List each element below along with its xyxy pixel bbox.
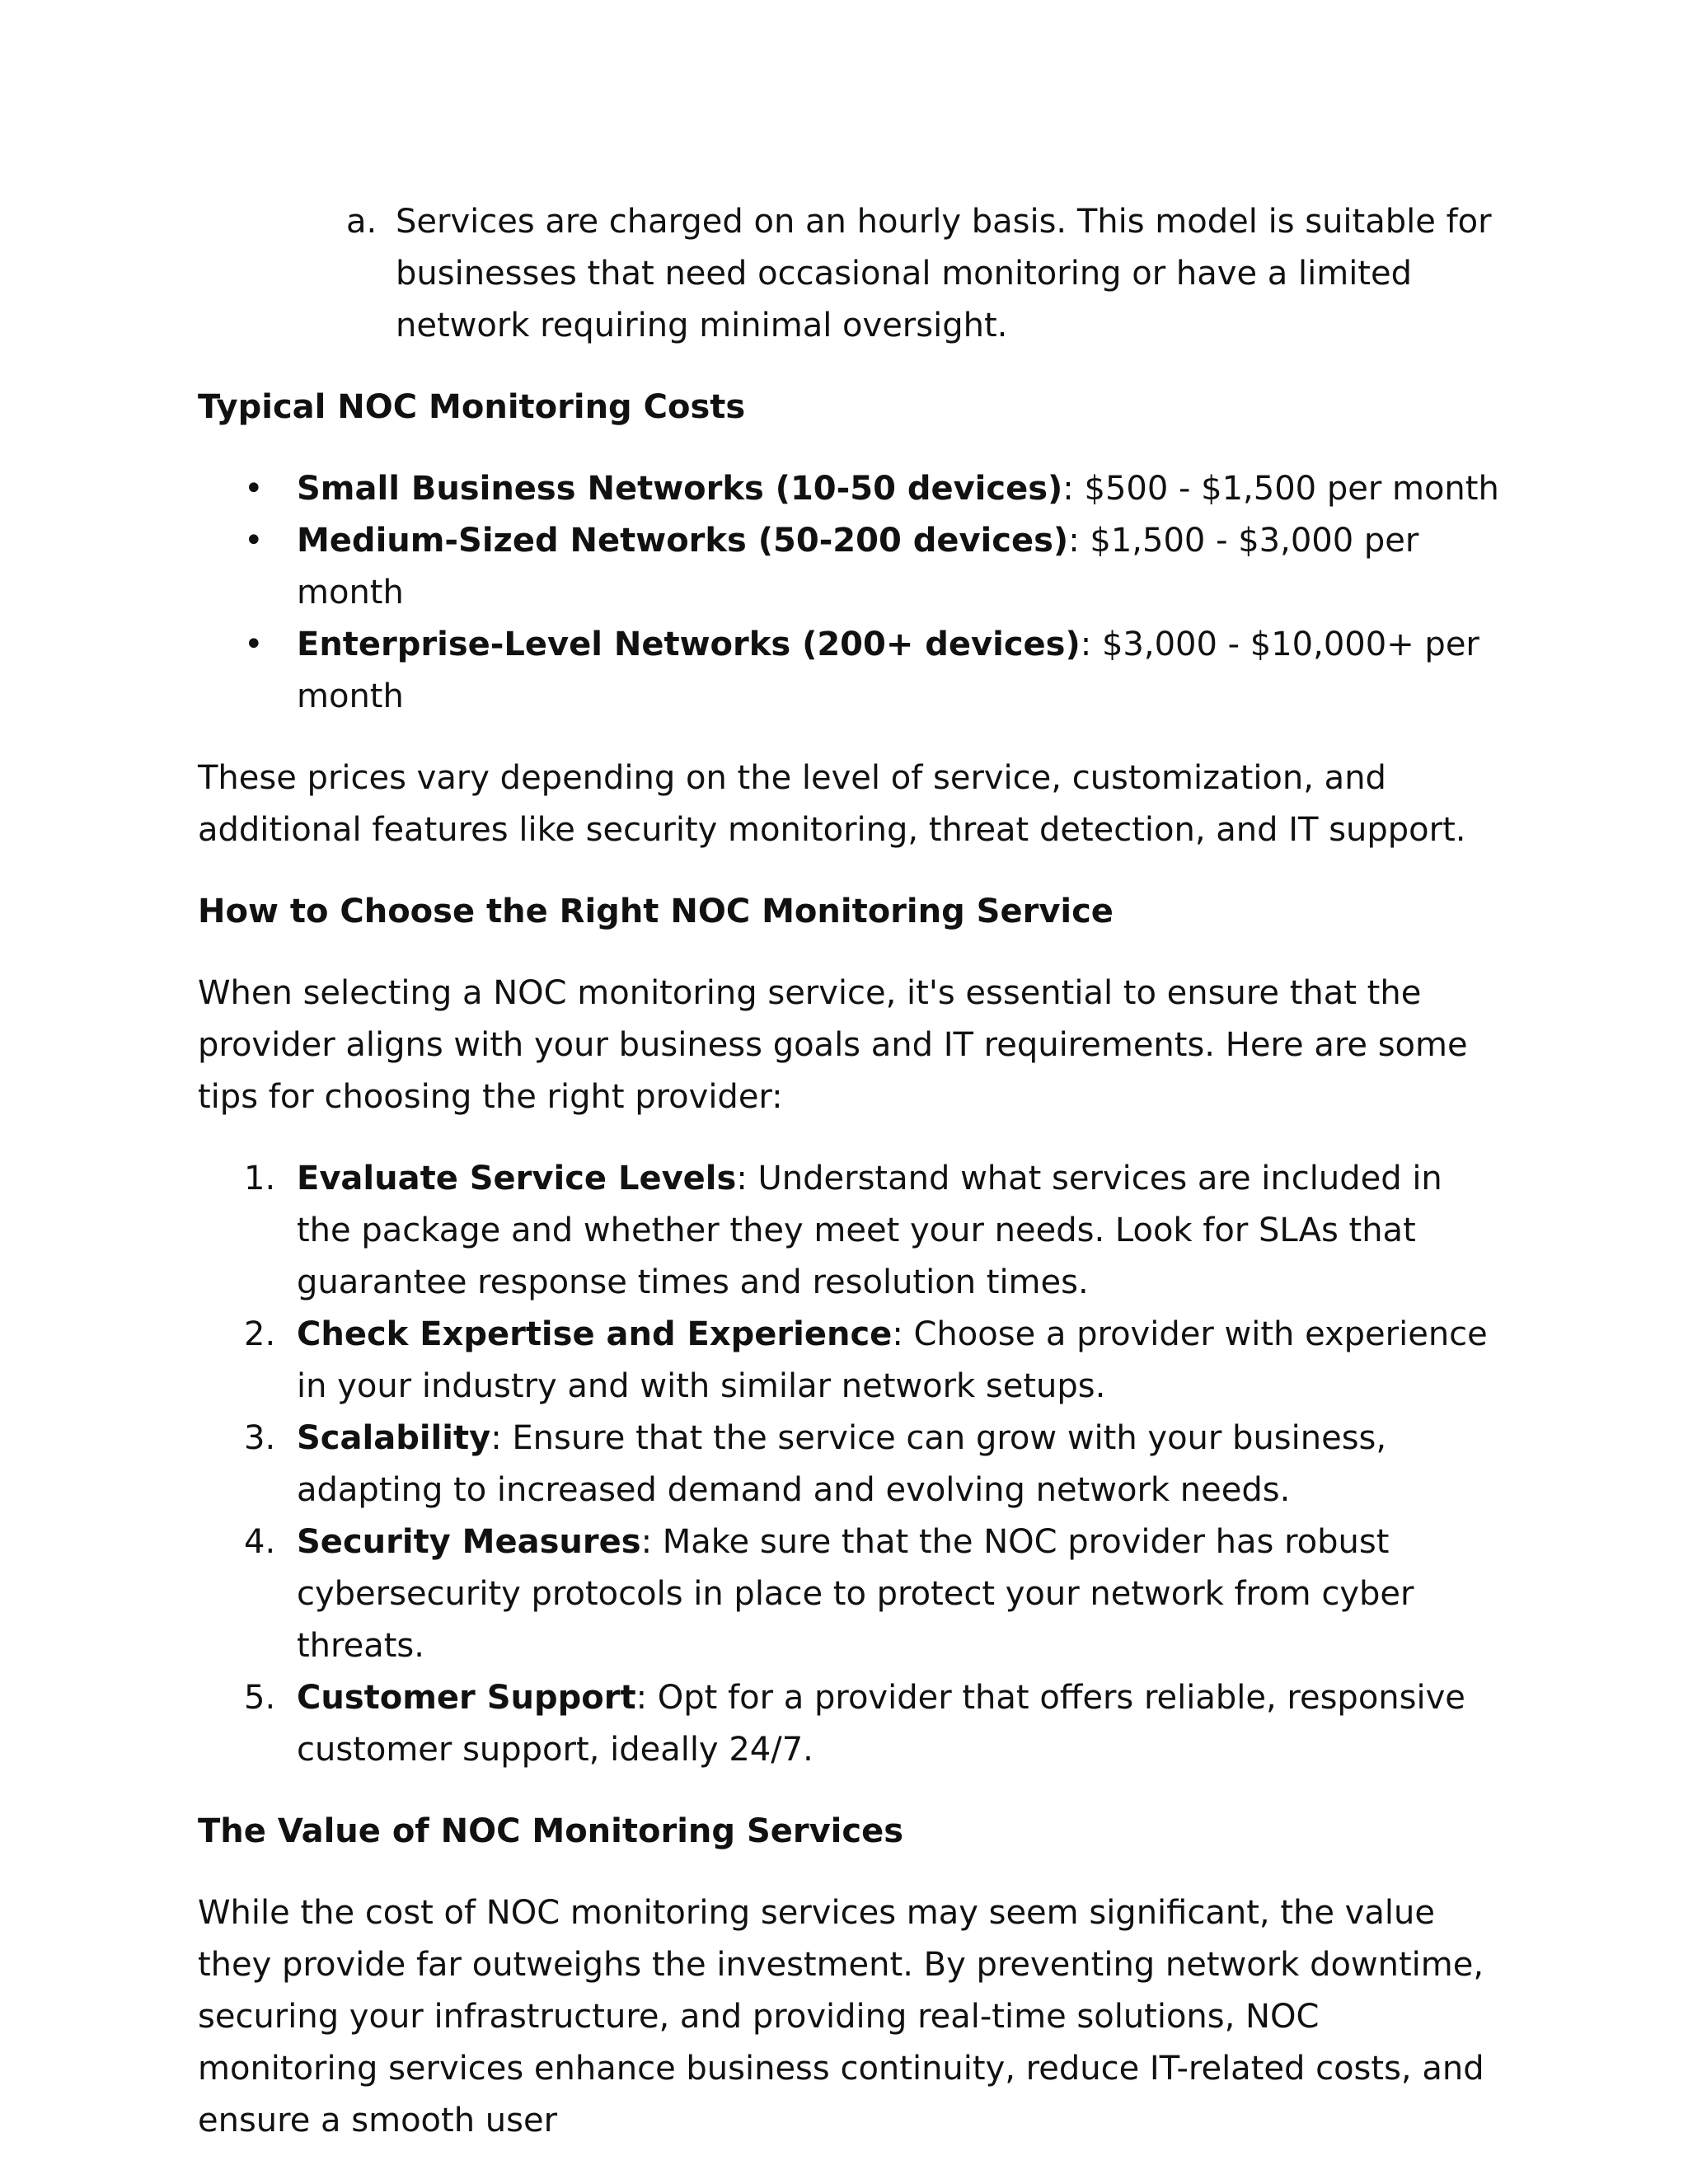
list-number: 4. <box>244 1523 276 1561</box>
list-item-text: : $3,000 - $10,000+ per month <box>297 626 1479 715</box>
list-item-text: : Choose a provider with experience in your industry and with similar network setups. <box>297 1315 1488 1405</box>
choose-heading: How to Choose the Right NOC Monitoring Service <box>198 893 1114 930</box>
list-item <box>198 1672 1500 1776</box>
costs-list <box>198 463 1500 723</box>
list-item <box>198 463 1500 515</box>
choose-intro: When selecting a NOC monitoring service, it's essential to ensure that the provider aligns with your business goals and IT requirements. Here are some tips for choosing the right provider: <box>198 974 1468 1116</box>
list-item <box>198 1413 1500 1516</box>
list-item <box>198 1516 1500 1672</box>
bullet-marker: • <box>244 470 264 508</box>
list-marker: a. <box>346 203 377 241</box>
list-item <box>198 1153 1500 1309</box>
list-item-text: : Opt for a provider that offers reliable, responsive customer support, ideally 24/7. <box>297 1679 1465 1769</box>
list-item-label: Scalability <box>297 1419 491 1457</box>
bullet-marker: • <box>244 522 264 560</box>
list-item <box>198 515 1500 619</box>
list-item-label: Security Measures <box>297 1523 641 1561</box>
list-item <box>198 196 1500 352</box>
tips-list <box>198 1153 1500 1776</box>
list-item-label: Check Expertise and Experience <box>297 1315 893 1353</box>
list-item-label: Enterprise-Level Networks (200+ devices) <box>297 626 1081 663</box>
list-item-text: : Ensure that the service can grow with your business, adapting to increased demand and evolving network needs. <box>297 1419 1387 1509</box>
list-item-label: Evaluate Service Levels <box>297 1160 737 1197</box>
list-item-text: : Understand what services are included in the package and whether they meet your needs. Look for SLAs that guarantee response times and resolution times. <box>297 1160 1442 1301</box>
list-item-label: Small Business Networks (10-50 devices) <box>297 470 1063 508</box>
list-number: 2. <box>244 1315 276 1353</box>
value-heading: The Value of NOC Monitoring Services <box>198 1812 904 1850</box>
costs-heading: Typical NOC Monitoring Costs <box>198 388 746 426</box>
list-number: 5. <box>244 1679 276 1717</box>
value-body: While the cost of NOC monitoring services may seem significant, the value they provide far outweighs the investment. By preventing network downtime, securing your infrastructure, and providing real-time solutions, NOC monitoring services enhance business continuity, reduce IT-related costs, and ensure a smooth user <box>198 1894 1484 2139</box>
document-content <box>198 196 1500 2177</box>
list-item-text: Services are charged on an hourly basis. This model is suitable for businesses that need occasional monitoring or have a limited network requiring minimal oversight. <box>396 203 1492 344</box>
list-item <box>198 1309 1500 1413</box>
list-number: 3. <box>244 1419 276 1457</box>
pricing-model-list <box>198 196 1500 352</box>
bullet-marker: • <box>244 626 264 663</box>
list-item-label: Customer Support <box>297 1679 636 1717</box>
list-item <box>198 619 1500 723</box>
list-item-text: : $500 - $1,500 per month <box>1062 470 1499 508</box>
list-item-text: : $1,500 - $3,000 per month <box>297 522 1419 612</box>
list-item-text: : Make sure that the NOC provider has robust cybersecurity protocols in place to protect your network from cyber threats. <box>297 1523 1414 1665</box>
list-number: 1. <box>244 1160 276 1197</box>
list-item-label: Medium-Sized Networks (50-200 devices) <box>297 522 1069 560</box>
costs-note: These prices vary depending on the level of service, customization, and additional features like security monitoring, threat detection, and IT support. <box>198 759 1466 849</box>
